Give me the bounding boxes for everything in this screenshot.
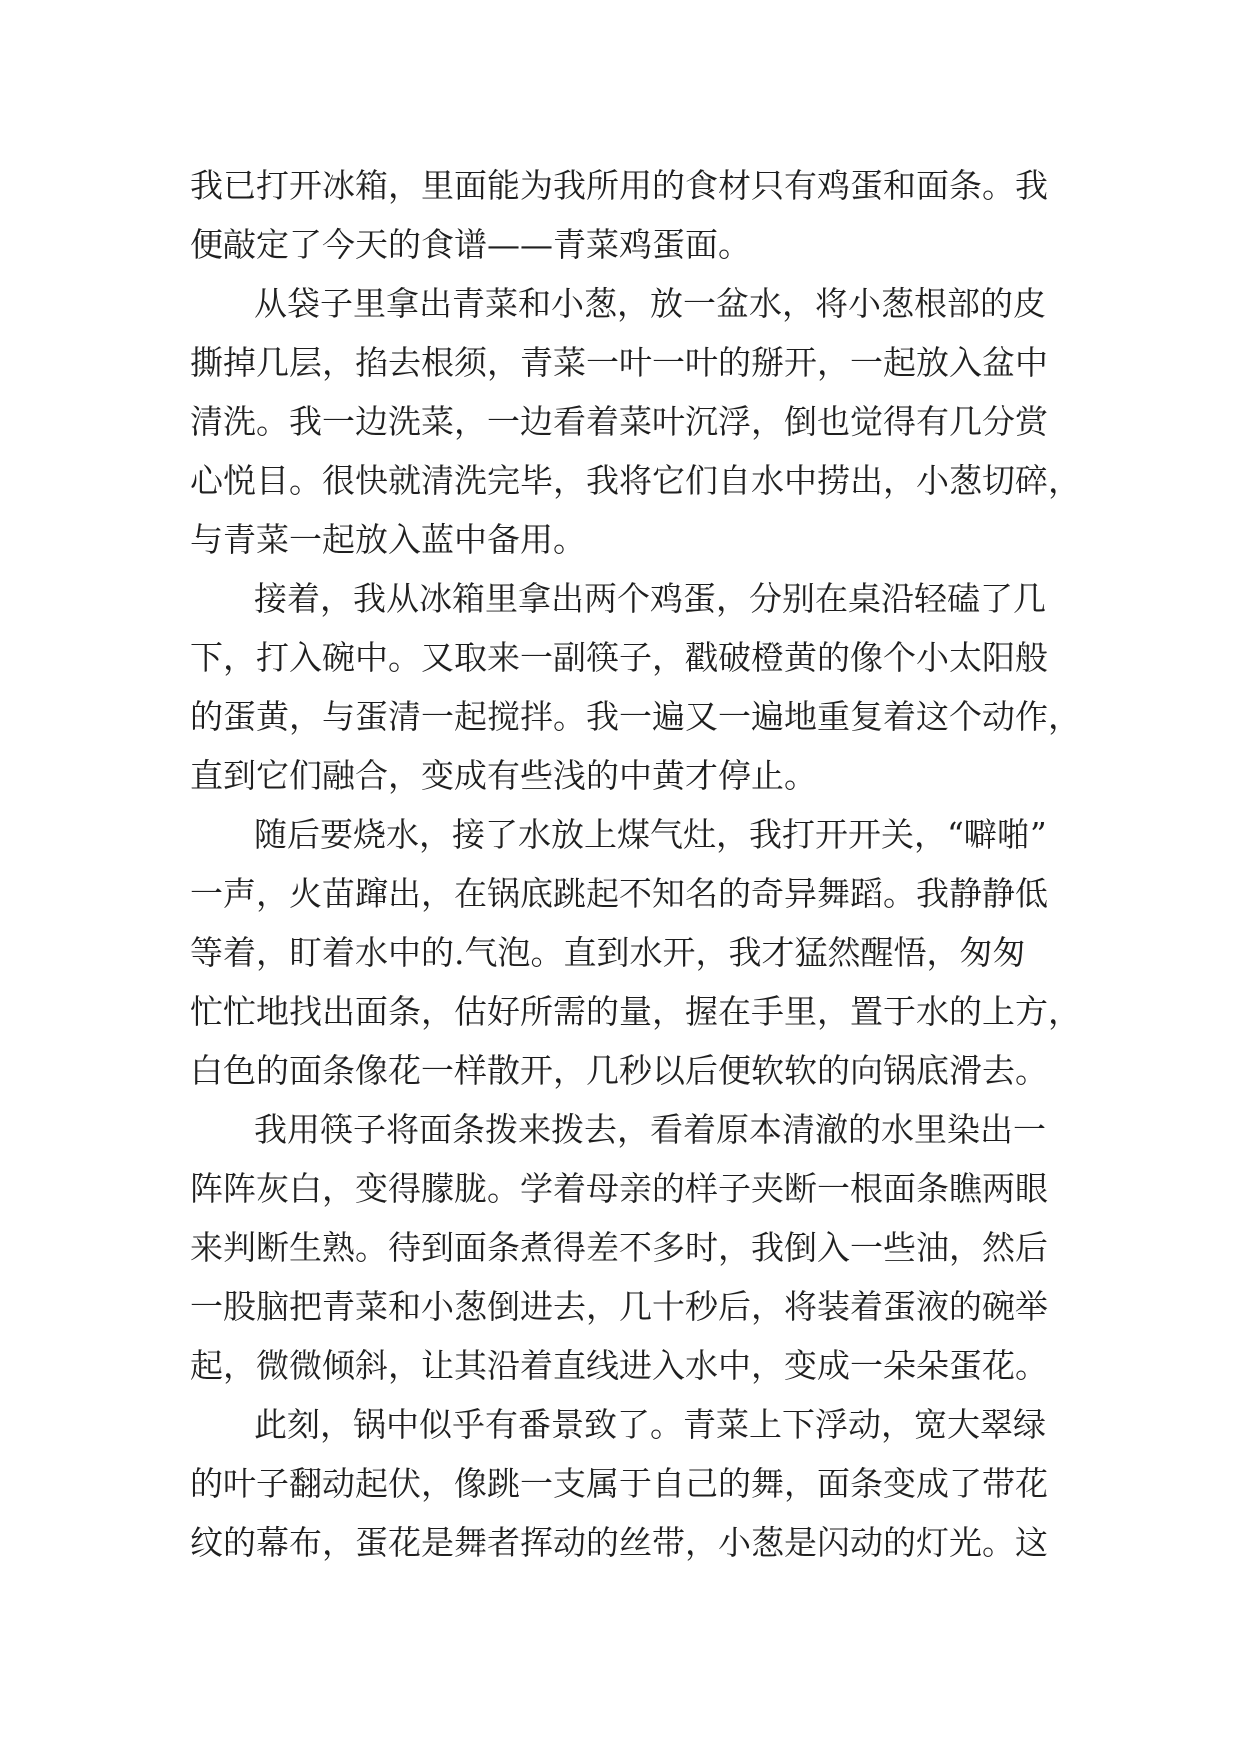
paragraph-2-line-3: 清洗。我一边洗菜，一边看着菜叶沉浮，倒也觉得有几分赏 — [190, 402, 1048, 441]
paragraph-3-line-3: 的蛋黄，与蛋清一起搅拌。我一遍又一遍地重复着这个动作， — [190, 697, 1081, 736]
paragraph-2-line-4: 心悦目。很快就清洗完毕，我将它们自水中捞出，小葱切碎， — [190, 461, 1081, 500]
paragraph-4-line-5: 白色的面条像花一样散开，几秒以后便软软的向锅底滑去。 — [190, 1051, 1048, 1090]
paragraph-6-line-3: 纹的幕布，蛋花是舞者挥动的丝带，小葱是闪动的灯光。这 — [190, 1523, 1048, 1562]
paragraph-5-line-4: 一股脑把青菜和小葱倒进去，几十秒后，将装着蛋液的碗举 — [190, 1287, 1048, 1326]
paragraph-5-line-5: 起，微微倾斜，让其沿着直线进入水中，变成一朵朵蛋花。 — [190, 1346, 1048, 1385]
paragraph-6-line-2: 的叶子翻动起伏，像跳一支属于自己的舞，面条变成了带花 — [190, 1464, 1048, 1503]
paragraph-2-line-2: 撕掉几层，掐去根须，青菜一叶一叶的掰开，一起放入盆中 — [190, 343, 1048, 382]
document-body — [190, 156, 1090, 1572]
paragraph-4-line-1: 随后要烧水，接了水放上煤气灶，我打开开关，“噼啪” — [254, 815, 1047, 854]
paragraph-1-line-1: 我已打开冰箱，里面能为我所用的食材只有鸡蛋和面条。我 — [190, 166, 1048, 205]
paragraph-4-line-4: 忙忙地找出面条，估好所需的量，握在手里，置于水的上方， — [190, 992, 1081, 1031]
paragraph-2-line-5: 与青菜一起放入蓝中备用。 — [190, 520, 586, 559]
paragraph-3-line-1: 接着，我从冰箱里拿出两个鸡蛋，分别在桌沿轻磕了几 — [254, 579, 1046, 618]
paragraph-2-line-1: 从袋子里拿出青菜和小葱，放一盆水，将小葱根部的皮 — [254, 284, 1046, 323]
paragraph-6-line-1: 此刻，锅中似乎有番景致了。青菜上下浮动，宽大翠绿 — [254, 1405, 1046, 1444]
paragraph-5-line-2: 阵阵灰白，变得朦胧。学着母亲的样子夹断一根面条瞧两眼 — [190, 1169, 1048, 1208]
paragraph-3-line-4: 直到它们融合，变成有些浅的中黄才停止。 — [190, 756, 817, 795]
paragraph-5-line-1: 我用筷子将面条拨来拨去，看着原本清澈的水里染出一 — [254, 1110, 1046, 1149]
paragraph-5-line-3: 来判断生熟。待到面条煮得差不多时，我倒入一些油，然后 — [190, 1228, 1048, 1267]
paragraph-4-line-3: 等着，盯着水中的.气泡。直到水开，我才猛然醒悟，匆匆 — [190, 933, 1026, 972]
paragraph-3-line-2: 下，打入碗中。又取来一副筷子，戳破橙黄的像个小太阳般 — [190, 638, 1048, 677]
paragraph-1-line-2: 便敲定了今天的食谱——青菜鸡蛋面。 — [190, 225, 751, 264]
paragraph-4-line-2: 一声，火苗蹿出，在锅底跳起不知名的奇异舞蹈。我静静低 — [190, 874, 1048, 913]
